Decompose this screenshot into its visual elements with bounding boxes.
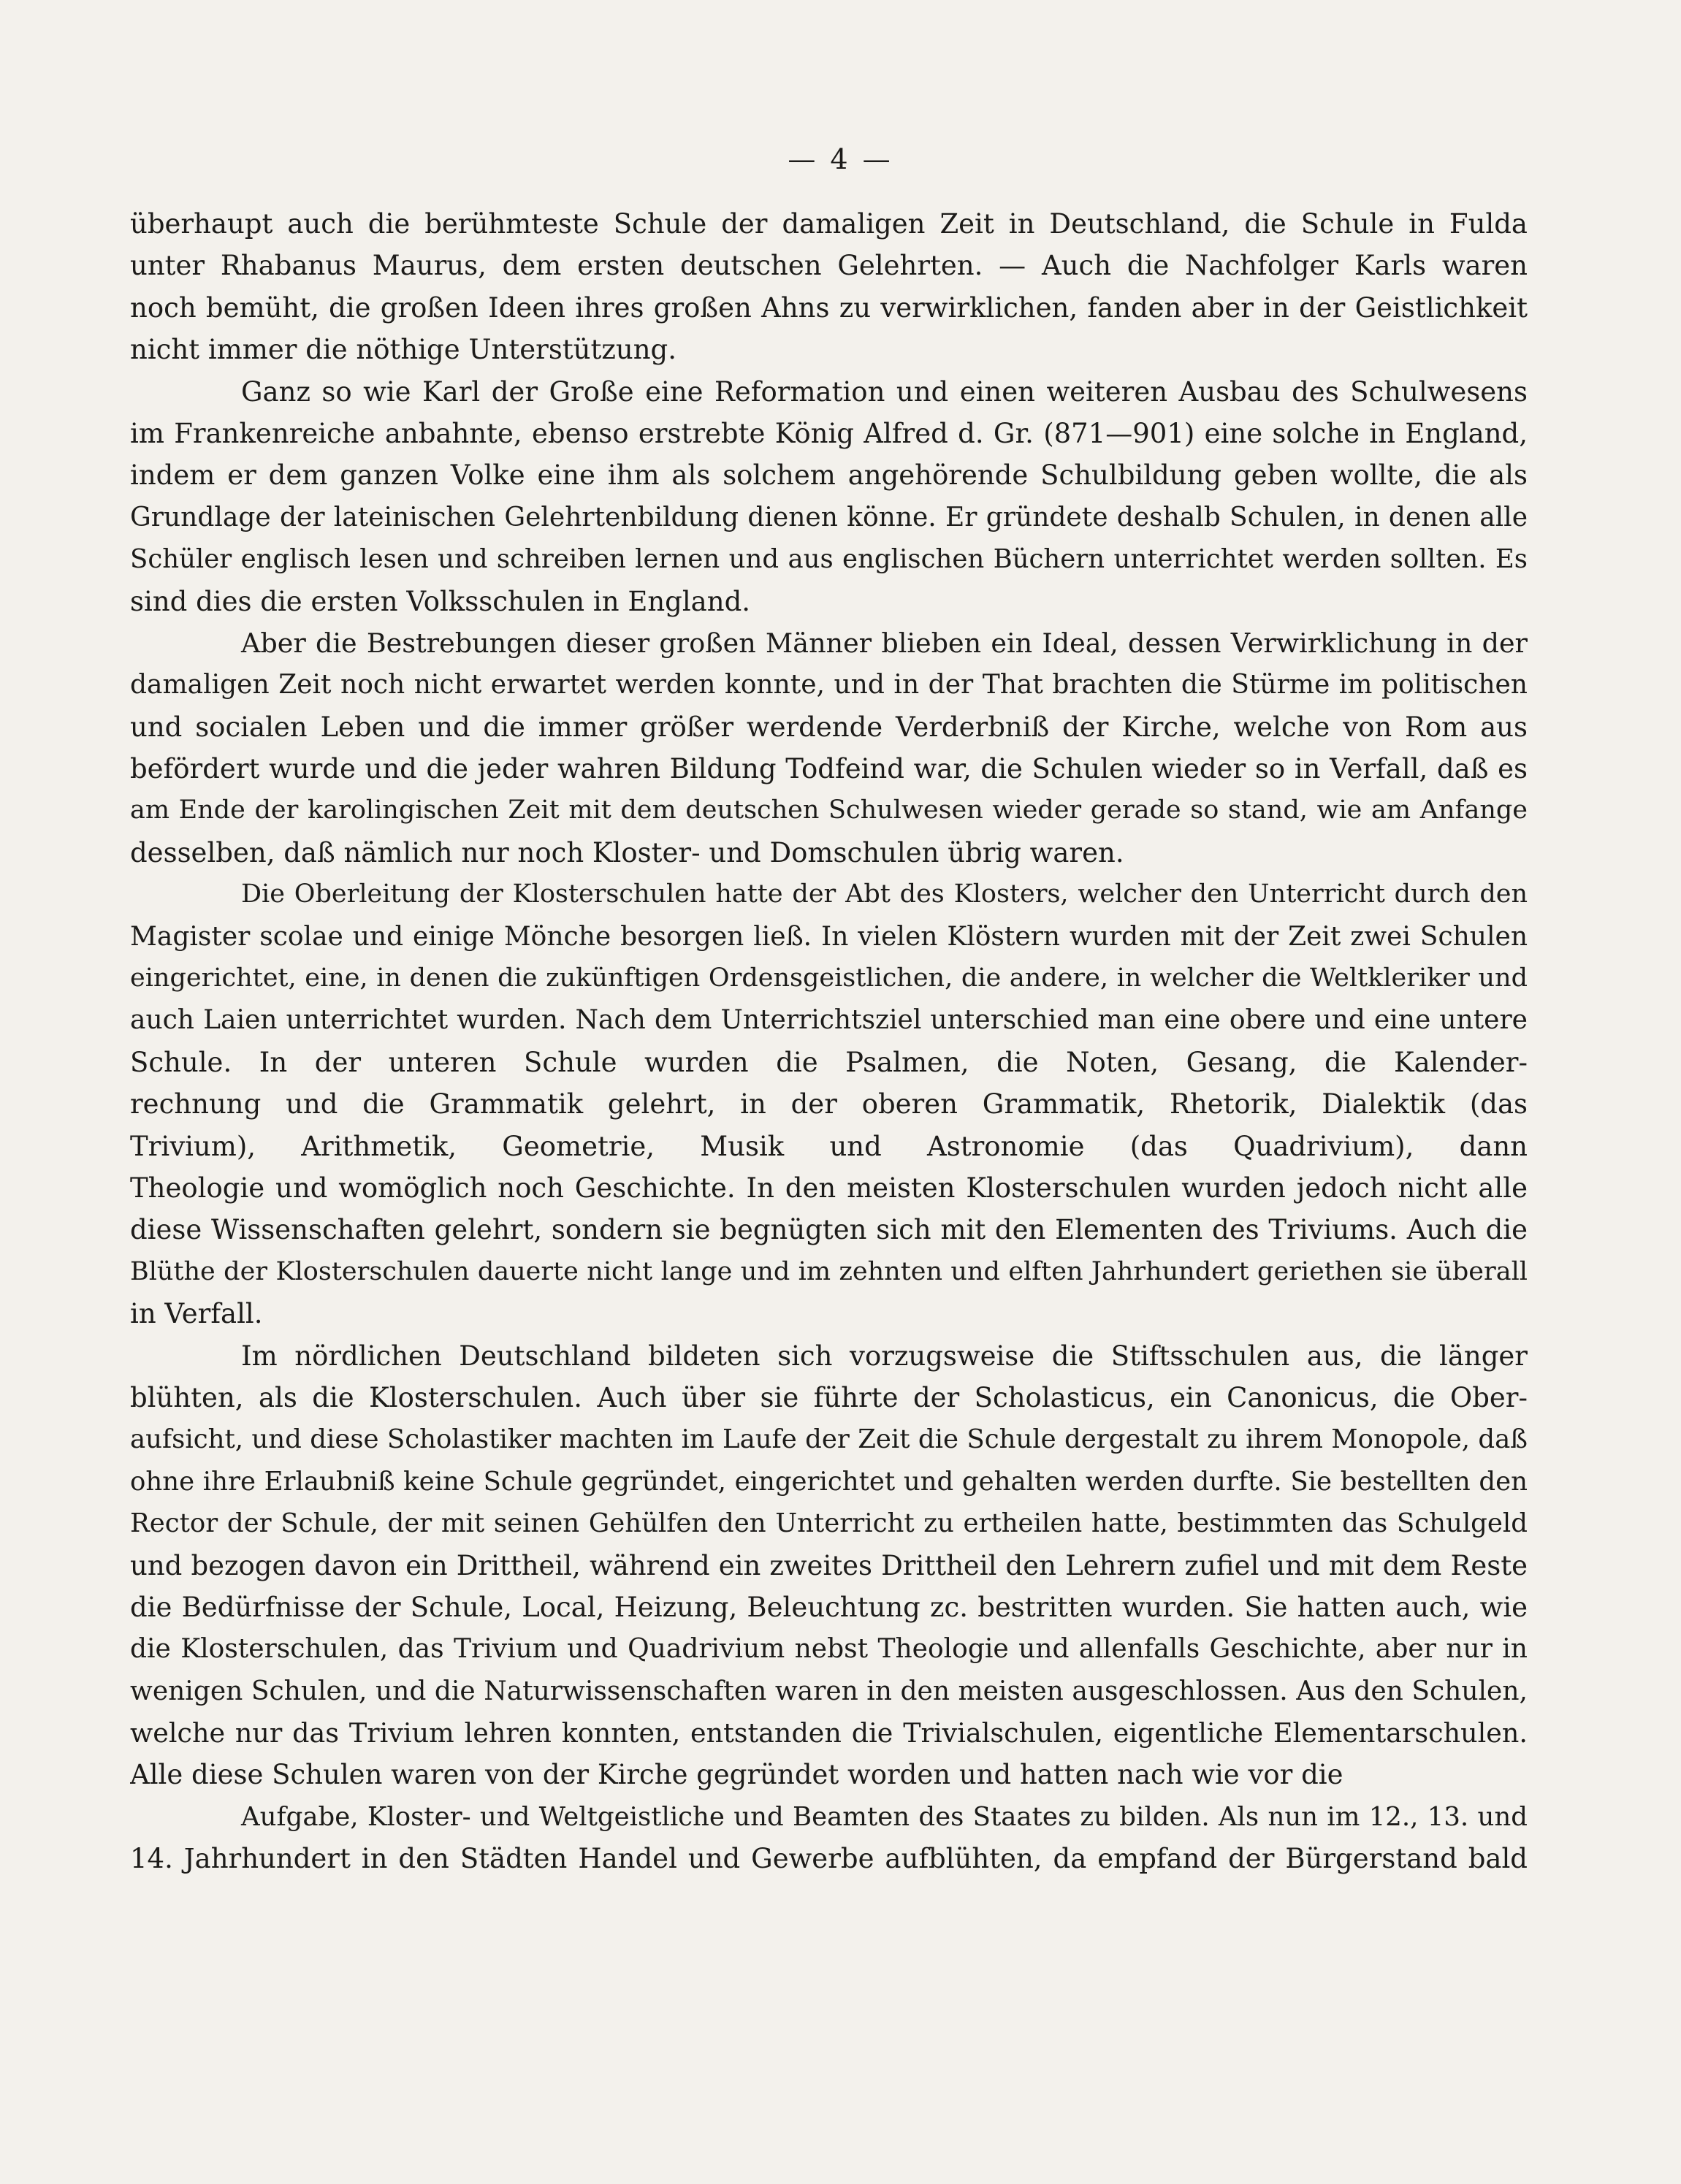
text-line: Blüthe der Klosterschulen dauerte nicht lange und im zehnten und elften Jahrhundert geriethen sie überall — [130, 1256, 1528, 1286]
text-line: 14. Jahrhundert in den Städten Handel und Gewerbe aufblühten, da empfand der Bürgerstand bald — [130, 1843, 1528, 1875]
text-line: Aufgabe, Kloster- und Weltgeistliche und Beamten des Staates zu bilden. Als nun im 12., 13. und — [241, 1801, 1528, 1832]
text-line: die Klosterschulen, das Trivium und Quadrivium nebst Theologie und allenfalls Geschichte, aber nur in — [130, 1634, 1528, 1665]
text-line: indem er dem ganzen Volke eine ihm als solchem angehörende Schulbildung geben wollte, die als — [130, 459, 1528, 492]
text-line: Magister scolae und einige Mönche besorgen ließ. In vielen Klöstern wurden mit der Zeit zwei Schulen — [130, 921, 1528, 952]
text-line: Alle diese Schulen waren von der Kirche gegründet worden und hatten nach wie vor die — [130, 1759, 1343, 1791]
page-number: — 4 — — [788, 143, 893, 175]
text-line: unter Rhabanus Maurus, dem ersten deutschen Gelehrten. — Auch die Nachfolger Karls waren — [130, 250, 1528, 282]
text-line: Aber die Bestrebungen dieser großen Männer blieben ein Ideal, dessen Verwirklichung in der — [241, 627, 1528, 659]
text-line: in Verfall. — [130, 1298, 263, 1330]
text-line: ohne ihre Erlaubniß keine Schule gegründet, eingerichtet und gehalten werden durfte. Sie bestellten den — [130, 1466, 1528, 1497]
text-line — [130, 1880, 1528, 1922]
text-line: am Ende der karolingischen Zeit mit dem deutschen Schulwesen wieder gerade so stand, wie am Anfange — [130, 795, 1528, 825]
text-line: aufsicht, und diese Scholastiker machten im Laufe der Zeit die Schule dergestalt zu ihrem Monopole, daß — [130, 1424, 1528, 1455]
text-line: rechnung und die Grammatik gelehrt, in der oberen Grammatik, Rhetorik, Dialektik (das — [130, 1088, 1528, 1120]
text-line: überhaupt auch die berühmteste Schule der damaligen Zeit in Deutschland, die Schule in Fulda — [130, 208, 1528, 240]
text-line: und socialen Leben und die immer größer werdende Verderbniß der Kirche, welche von Rom aus — [130, 711, 1528, 743]
text-line: Im nördlichen Deutschland bildeten sich vorzugsweise die Stiftsschulen aus, die länger — [241, 1340, 1528, 1372]
text-line: Schüler englisch lesen und schreiben lernen und aus englischen Büchern unterrichtet werden sollten. Es — [130, 544, 1528, 575]
text-line: welche nur das Trivium lehren konnten, entstanden die Trivialschulen, eigentliche Elementarschulen. — [130, 1717, 1528, 1749]
text-line: noch bemüht, die großen Ideen ihres großen Ahns zu verwirklichen, fanden aber in der Geistlichkeit — [130, 291, 1528, 324]
text-line: blühten, als die Klosterschulen. Auch über sie führte der Scholasticus, ein Canonicus, die Ober- — [130, 1381, 1528, 1413]
text-line: und bezogen davon ein Drittheil, während ein zweites Drittheil den Lehrern zufiel und mit dem Reste — [130, 1549, 1528, 1581]
body-text — [130, 203, 1528, 1922]
text-line: diese Wissenschaften gelehrt, sondern sie begnügten sich mit den Elementen des Triviums. Auch die — [130, 1214, 1528, 1246]
text-line: im Frankenreiche anbahnte, ebenso erstrebte König Alfred d. Gr. (871—901) eine solche in England, — [130, 417, 1528, 449]
text-line: desselben, daß nämlich nur noch Kloster- und Domschulen übrig waren. — [130, 836, 1124, 868]
text-line: Rector der Schule, der mit seinen Gehülfen den Unterricht zu ertheilen hatte, bestimmten das Schulgeld — [130, 1508, 1528, 1539]
text-line: Grundlage der lateinischen Gelehrtenbildung dienen könne. Er gründete deshalb Schulen, in denen alle — [130, 502, 1528, 532]
text-line: die Bedürfnisse der Schule, Local, Heizung, Beleuchtung zc. bestritten wurden. Sie hatten auch, wie — [130, 1591, 1528, 1623]
text-line: Schule. In der unteren Schule wurden die Psalmen, die Noten, Gesang, die Kalender- — [130, 1046, 1528, 1078]
text-line: befördert wurde und die jeder wahren Bildung Todfeind war, die Schulen wieder so in Verfall, daß es — [130, 753, 1528, 785]
text-line: eingerichtet, eine, in denen die zukünftigen Ordensgeistlichen, die andere, in welcher die Weltkleriker und — [130, 963, 1528, 993]
text-line: damaligen Zeit noch nicht erwartet werden konnte, und in der That brachten die Stürme im politischen — [130, 670, 1528, 700]
text-line: Ganz so wie Karl der Große eine Reformation und einen weiteren Ausbau des Schulwesens — [241, 375, 1528, 408]
text-line: Die Oberleitung der Klosterschulen hatte der Abt des Klosters, welcher den Unterricht durch den — [241, 879, 1528, 909]
text-line: wenigen Schulen, und die Naturwissenschaften waren in den meisten ausgeschlossen. Aus den Schulen, — [130, 1676, 1528, 1706]
text-line: Theologie und womöglich noch Geschichte. In den meisten Klosterschulen wurden jedoch nicht alle — [130, 1172, 1528, 1204]
text-line: sind dies die ersten Volksschulen in England. — [130, 585, 751, 617]
text-line: auch Laien unterrichtet wurden. Nach dem Unterrichtsziel unterschied man eine obere und eine untere — [130, 1005, 1528, 1036]
text-line: nicht immer die nöthige Unterstützung. — [130, 334, 676, 366]
text-line: Trivium), Arithmetik, Geometrie, Musik und Astronomie (das Quadrivium), dann — [130, 1130, 1528, 1162]
